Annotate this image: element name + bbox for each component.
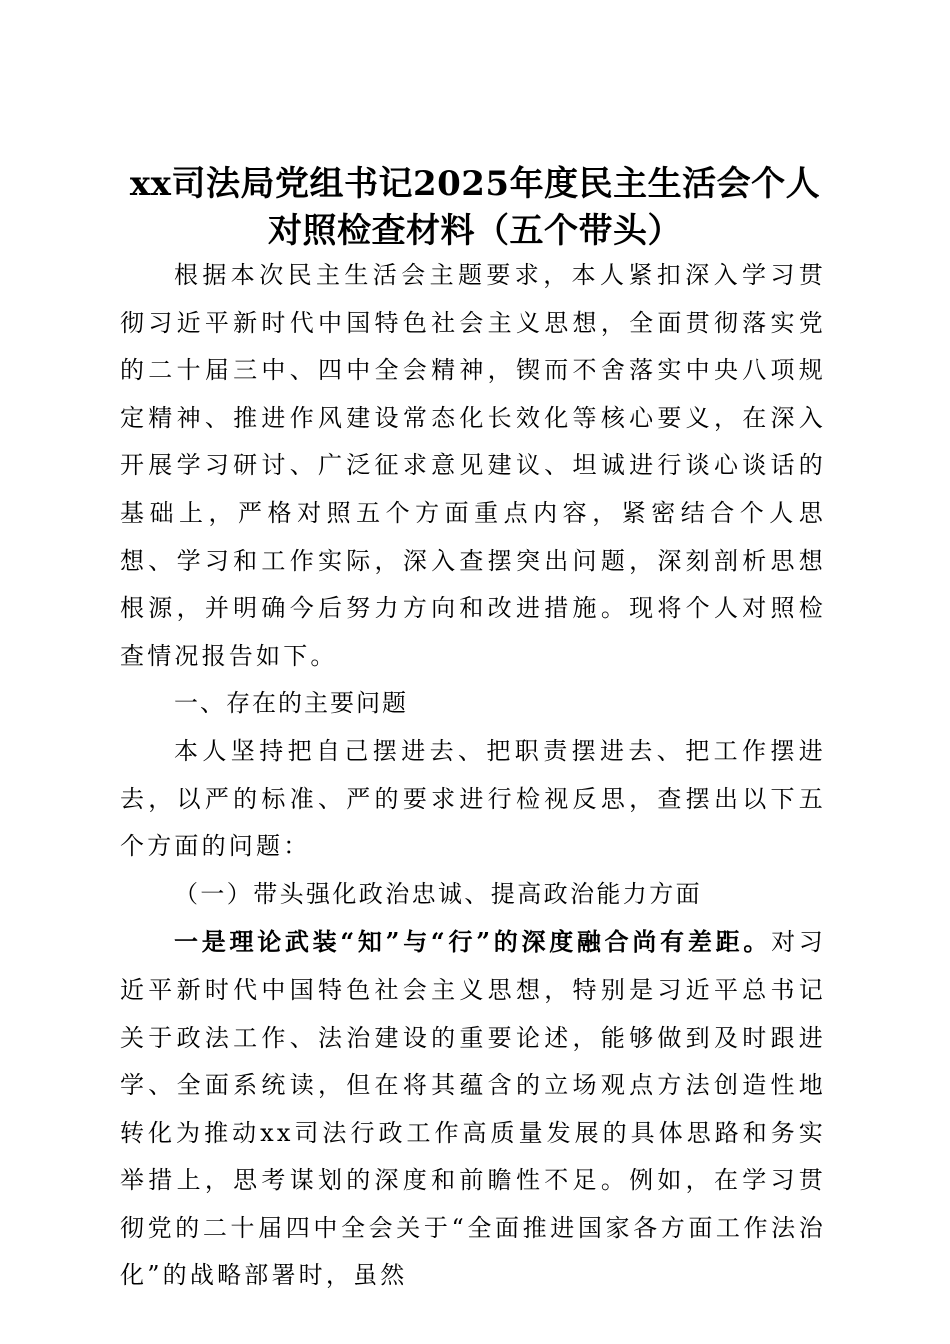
document-title	[110, 161, 840, 255]
title-line-1: xx司法局党组书记2025年度民主生活会个人	[129, 163, 821, 204]
point-one-lead: 一是理论武装“知”与“行”的深度融合尚有差距。	[174, 927, 772, 957]
section-intro-paragraph: 本人坚持把自己摆进去、把职责摆进去、把工作摆进去，以严的标准、严的要求进行检视反思，查摆出以下五个方面的问题：	[120, 736, 826, 861]
point-one-text: 对习近平新时代中国特色社会主义思想，特别是习近平总书记关于政法工作、法治建设的重要论述，能够做到及时跟进学、全面系统读，但在将其蕴含的立场观点方法创造性地转化为推动xx司法行政工作高质量发展的具体思路和务实举措上，思考谋划的深度和前瞻性不足。例如，在学习贯彻党的二十届四中全会关于“全面推进国家各方面工作法治化”的战略部署时，虽然	[120, 928, 826, 1290]
intro-paragraph: 根据本次民主生活会主题要求，本人紧扣深入学习贯彻习近平新时代中国特色社会主义思想，全面贯彻落实党的二十届三中、四中全会精神，锲而不舍落实中央八项规定精神、推进作风建设常态化长效化等核心要义，在深入开展学习研讨、广泛征求意见建议、坦诚进行谈心谈话的基础上，严格对照五个方面重点内容，紧密结合个人思想、学习和工作实际，深入查摆突出问题，深刻剖析思想根源，并明确今后努力方向和改进措施。现将个人对照检查情况报告如下。	[120, 261, 826, 670]
title-line-2: 对照检查材料（五个带头）	[268, 210, 682, 251]
section-heading-problems: 一、存在的主要问题	[174, 689, 408, 718]
point-one-paragraph	[120, 918, 826, 1300]
subsection-heading-political-loyalty: （一）带头强化政治忠诚、提高政治能力方面	[174, 879, 702, 908]
document-body	[120, 252, 826, 1300]
